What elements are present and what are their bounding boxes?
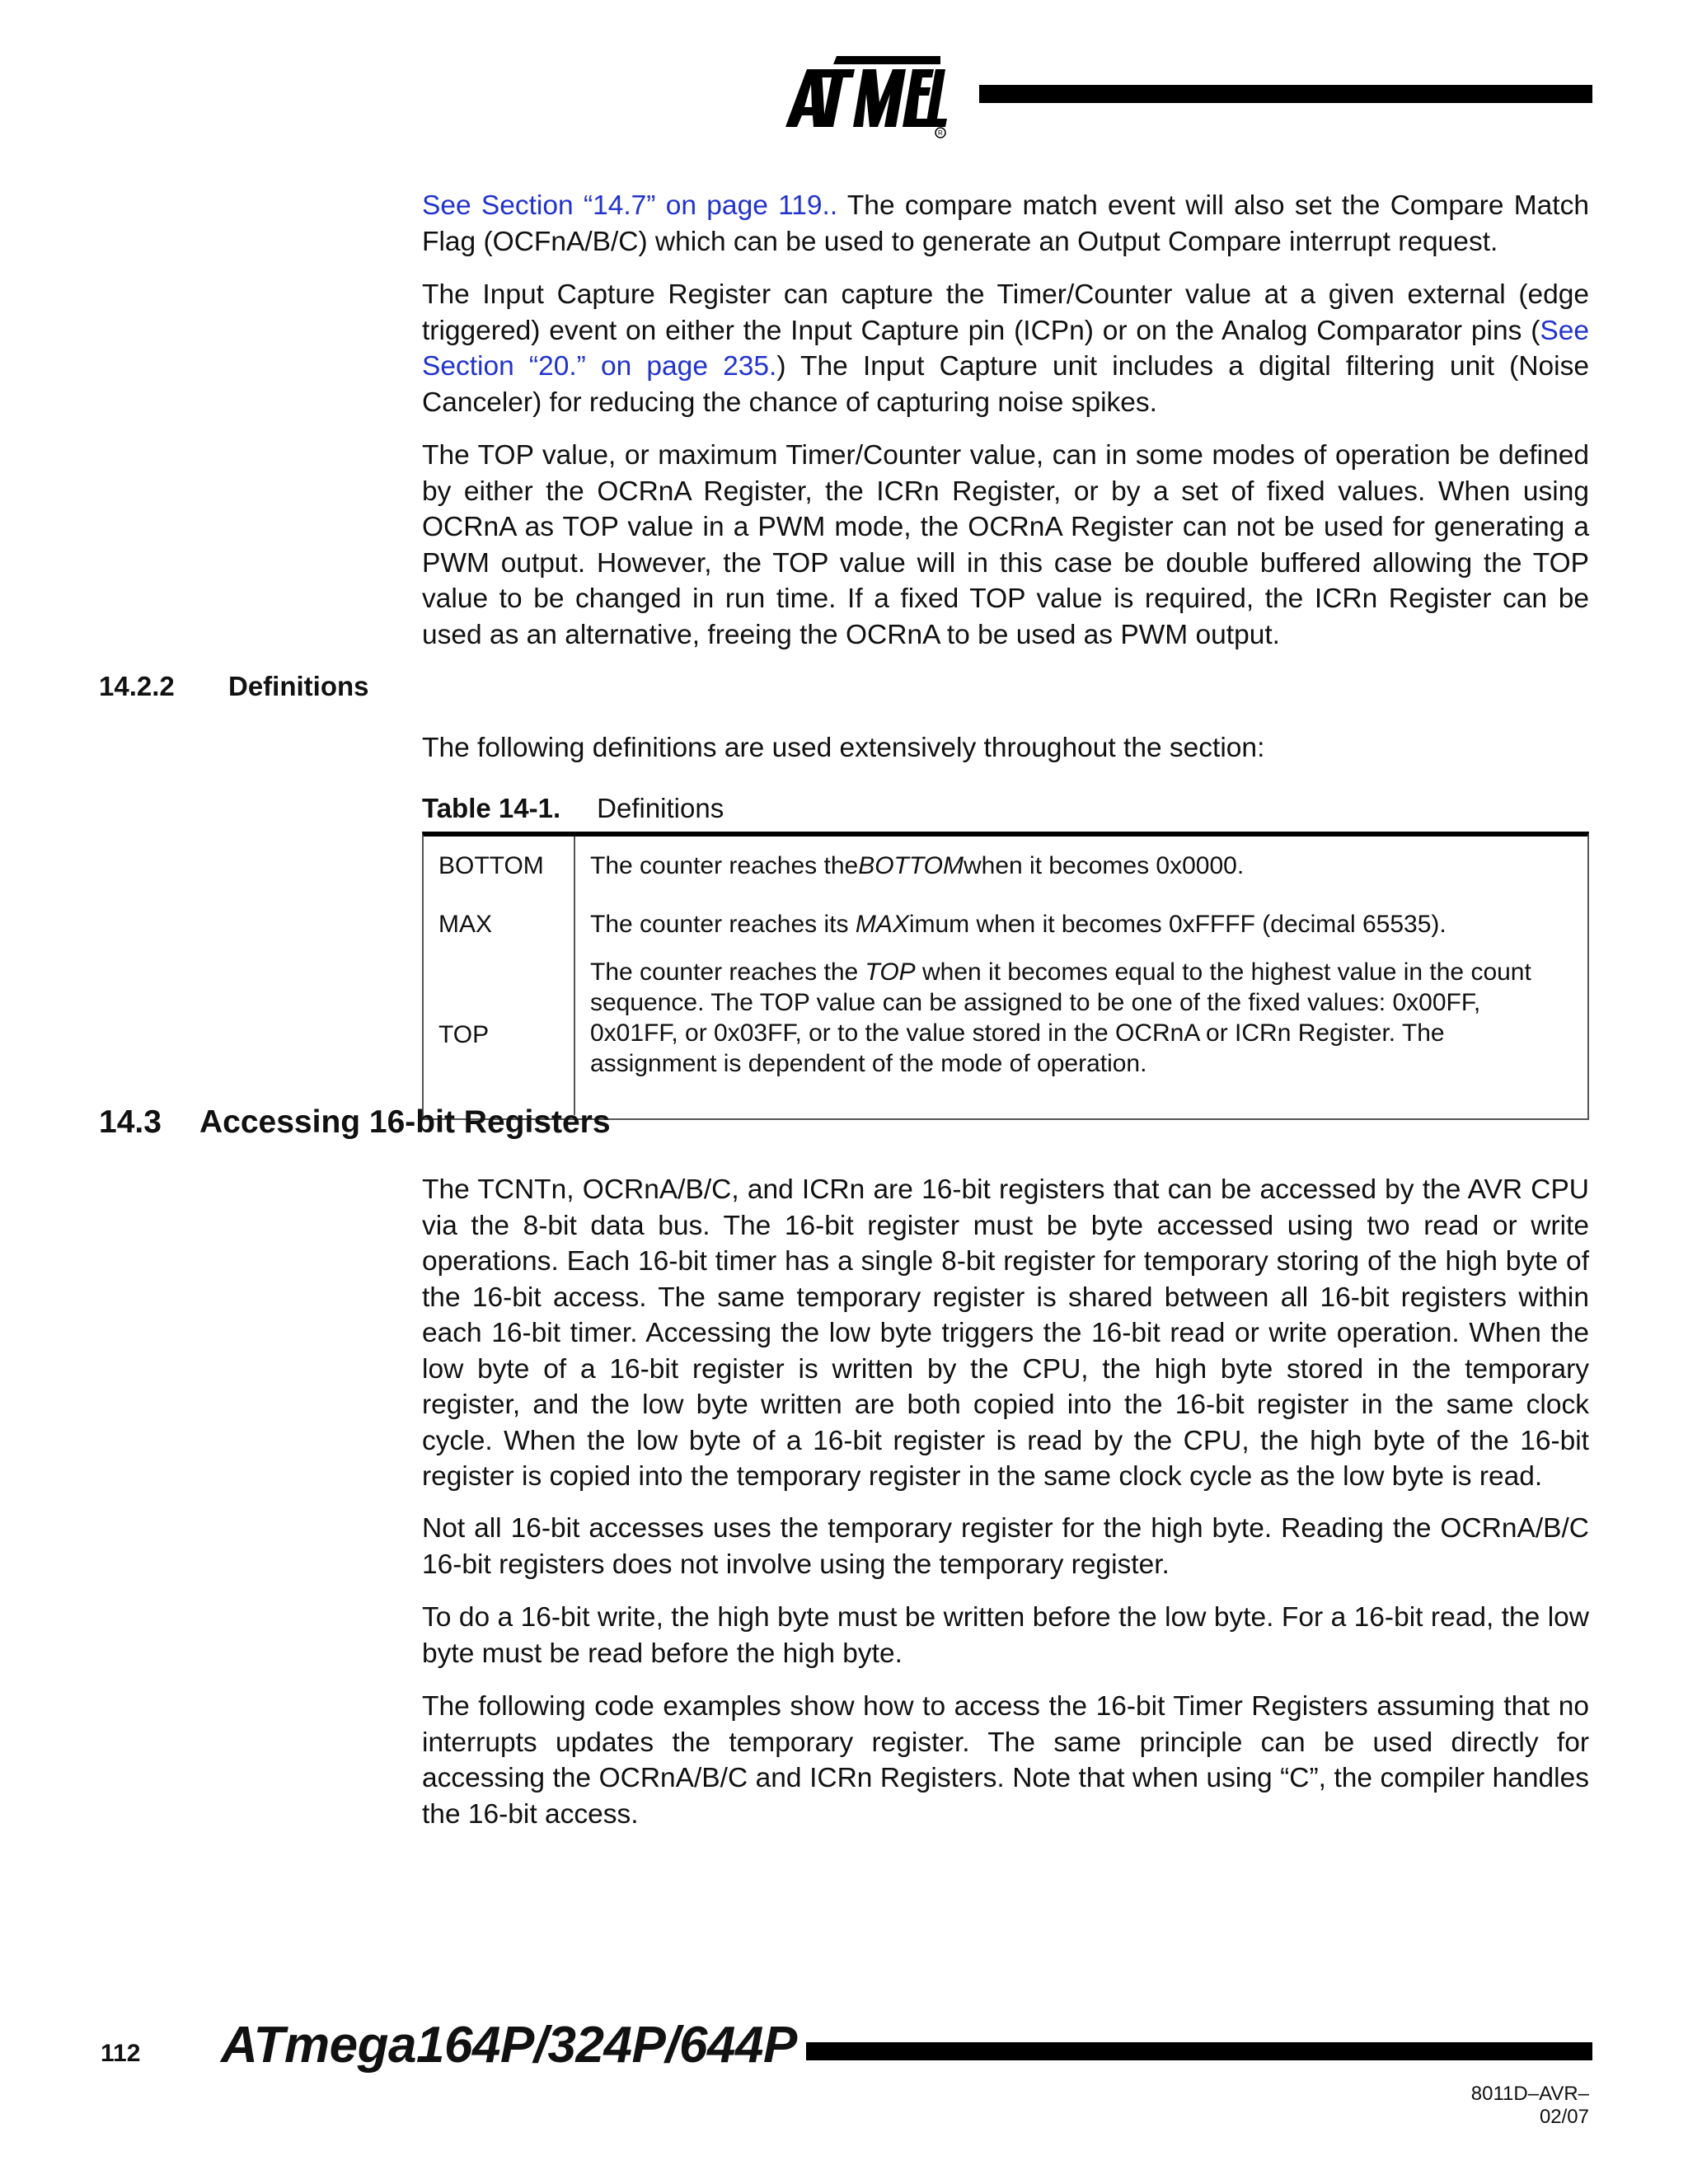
table-cell-term: BOTTOM xyxy=(424,837,575,894)
paragraph-top-value: The TOP value, or maximum Timer/Counter value, can in some modes of operation be defined by either the OCRnA Register, the ICRn Register, or by a set of fixed values. When using OCRnA as TOP value in a PWM mode, the OCRnA Register can not be used for generating a PWM output. However, the TOP value will in this case be double buffered allowing the TOP value to be changed in run time. If a fixed TOP value is required, the ICRn Register can be used as an alternative, freeing the OCRnA to be used as PWM output. xyxy=(422,440,1589,650)
paragraph-input-capture: The Input Capture Register can capture the Timer/Counter value at a given external (edge triggered) event on either the Input Capture pin (ICPn) or on the Analog Comparator pins (See Section “20.” on page 235.) The Input Capture unit includes a digital filtering unit (Noise Canceler) for reducing the chance of capturing noise spikes. xyxy=(422,279,1589,418)
header-rule xyxy=(979,85,1592,103)
table-cell-definition: The counter reaches the BOTTOM when it becomes 0x0000. xyxy=(590,851,1245,879)
paragraph: To do a 16-bit write, the high byte must be written before the low byte. For a 16-bit read, the low byte must be read before the high byte. xyxy=(422,1602,1589,1669)
section-heading xyxy=(99,1104,611,1141)
definitions-intro: The following definitions are used extensively throughout the section: xyxy=(422,733,1265,763)
section-number: 14.2.2 xyxy=(99,671,175,701)
paragraph-compare-match: See Section “14.7” on page 119.. The compare match event will also set the Compare Match Flag (OCFnA/B/C) which can be used to generate an Output Compare interrupt request. xyxy=(422,190,1589,257)
table-caption xyxy=(422,793,724,824)
link-section-20[interactable]: See Section “20.” on page 235. xyxy=(422,315,1589,382)
paragraph: The TCNTn, OCRnA/B/C, and ICRn are 16-bit registers that can be accessed by the AVR CPU via the 8-bit data bus. The 16-bit register must be byte accessed using two read or write operations. Each 16-bit timer has a single 8-bit register for temporary storing of the high byte of the 16-bit access. The same temporary register is shared between all 16-bit registers within each 16-bit timer. Accessing the low byte triggers the 16-bit read or write operation. When the low byte of a 16-bit register is written by the CPU, the high byte stored in the temporary register, and the low byte written are both copied into the 16-bit register in the same clock cycle. When the low byte of a 16-bit register is read by the CPU, the high byte of the 16-bit register is copied into the temporary register in the same clock cycle as the low byte is read. xyxy=(422,1174,1589,1492)
table-caption-title: Definitions xyxy=(597,793,724,823)
paragraph: Not all 16-bit accesses uses the temporary register for the high byte. Reading the OCRnA/B/C 16-bit registers does not involve using the temporary register. xyxy=(422,1513,1589,1580)
table-cell-term: MAX xyxy=(424,894,575,954)
section-title: Definitions xyxy=(228,671,369,701)
link-section-14-7[interactable]: See Section “14.7” on page 119.. xyxy=(422,190,838,221)
section-heading-title: Accessing 16-bit Registers xyxy=(199,1104,611,1140)
definitions-table xyxy=(422,832,1589,1120)
section-heading-number: 14.3 xyxy=(99,1104,162,1140)
atmel-logo xyxy=(779,51,948,138)
footer-rule xyxy=(806,2042,1592,2060)
table-cell-term: TOP xyxy=(424,954,575,1115)
table-cell-definition: The counter reaches its MAXimum when it becomes 0xFFFF (decimal 65535). xyxy=(590,910,1447,938)
table-cell-definition: The counter reaches the TOP when it becomes equal to the highest value in the count sequence. The TOP value can be assigned to be one of the fixed values: 0x00FF, 0x01FF, or 0x03FF, or to the value stored in the OCRnA or ICRn Register. The assignment is dependent of the mode of operation. xyxy=(590,958,1531,1077)
page-number: 112 xyxy=(101,2040,141,2067)
svg-text:R: R xyxy=(938,129,943,137)
document-code: 8011D–AVR–02/07 xyxy=(1470,2083,1589,2128)
table-caption-label: Table 14-1. xyxy=(422,793,561,823)
document-title: ATmega164P/324P/644P xyxy=(221,2017,797,2074)
paragraph: The following code examples show how to access the 16-bit Timer Registers assuming that no interrupts updates the temporary register. The same principle can be used directly for accessing the OCRnA/B/C and ICRn Registers. Note that when using “C”, the compiler handles the 16-bit access. xyxy=(422,1691,1589,1830)
